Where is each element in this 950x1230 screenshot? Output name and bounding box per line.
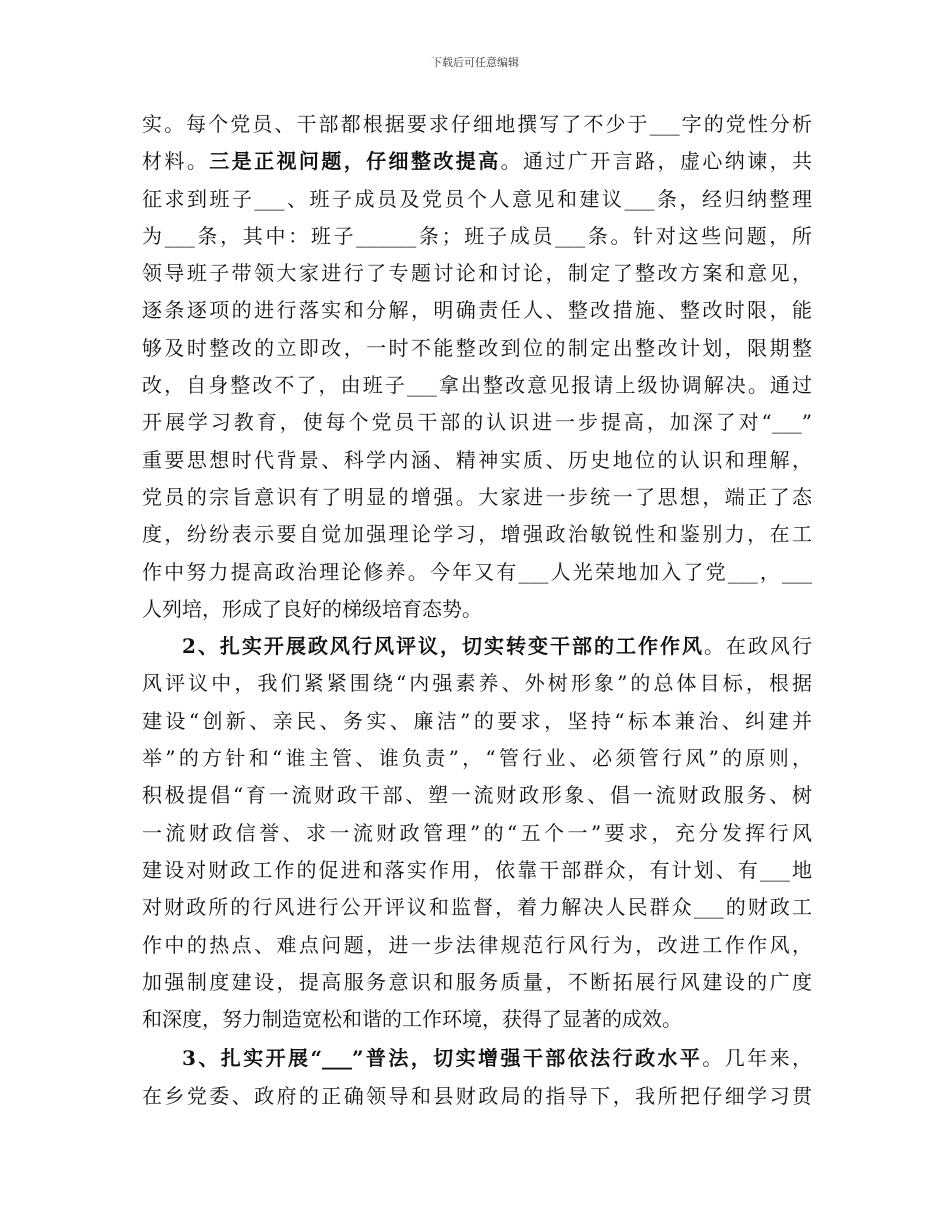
paragraph-line — [142, 665, 812, 702]
line-text: 风评议中，我们紧紧围绕“内强素养、外树形象”的总体目标，根据 — [142, 671, 812, 696]
paragraph-line — [142, 1078, 812, 1115]
paragraph-line — [142, 889, 812, 926]
paragraph-line — [142, 554, 812, 591]
line-text: 度，纷纷表示要自觉加强理论学习，增强政治敏锐性和鉴别力，在工 — [142, 522, 812, 547]
paragraph-line — [142, 1001, 812, 1038]
section-3-heading: 3、扎实开展“___”普法，切实增强干部依法行政水平 — [182, 1046, 703, 1071]
line-text: 领导班子带领大家进行了专题讨论和讨论，制定了整改方案和意见， — [142, 261, 812, 286]
line-text: 逐条逐项的进行落实和分解，明确责任人、整改措施、整改时限，能 — [142, 298, 812, 323]
line-text: 。几年来， — [702, 1046, 812, 1071]
line-text: 建设“创新、亲民、务实、廉洁”的要求，坚持“标本兼治、纠建并 — [142, 708, 812, 733]
section-heading-line — [142, 628, 812, 665]
paragraph-line — [142, 106, 812, 143]
paragraph-line — [142, 181, 812, 218]
paragraph-line — [142, 479, 812, 516]
line-text: 实。每个党员、干部都根据要求仔细地撰写了不少于___字的党性分析 — [142, 112, 812, 136]
line-text: 开展学习教育，使每个党员干部的认识进一步提高，加深了对“___” — [142, 410, 812, 435]
line-text: 积极提倡“育一流财政干部、塑一流财政形象、倡一流财政服务、树 — [142, 783, 812, 808]
paragraph-line — [142, 815, 812, 852]
paragraph-line — [142, 927, 812, 964]
paragraph-line — [142, 143, 812, 180]
section-2-heading: 2、扎实开展政风行风评议，切实转变干部的工作作风 — [182, 634, 704, 659]
line-text: 作中的热点、难点问题，进一步法律规范行风行为，改进工作作风， — [142, 932, 812, 957]
line-text: 和深度，努力制造宽松和谐的工作环境，获得了显著的成效。 — [142, 1007, 682, 1032]
page-header: 下载后可任意编辑 — [431, 56, 519, 69]
paragraph-line — [142, 255, 812, 292]
paragraph-line — [142, 740, 812, 777]
line-text: 征求到班子___、班子成员及党员个人意见和建议___条，经归纳整理 — [142, 186, 812, 211]
paragraph-line — [142, 404, 812, 441]
paragraph-line — [142, 516, 812, 553]
line-text: 一流财政信誉、求一流财政管理”的“五个一”要求，充分发挥行风 — [142, 820, 812, 845]
paragraph-line — [142, 218, 812, 255]
line-text: 改，自身整改不了，由班子___拿出整改意见报请上级协调解决。通过 — [142, 373, 812, 398]
line-text: 。通过广开言路，虚心纳谏，共 — [500, 149, 813, 174]
paragraph-line — [142, 330, 812, 367]
line-text: 材料。 — [142, 149, 210, 174]
section-heading-line — [142, 1040, 812, 1077]
line-text: 为___条，其中：班子______条；班子成员___条。针对这些问题，所 — [142, 223, 812, 248]
line-text: 举”的方针和“谁主管、谁负责”，“管行业、必须管行风”的原则， — [142, 746, 812, 771]
line-text: 。在政风行 — [703, 634, 812, 659]
paragraph-line — [142, 964, 812, 1001]
paragraph-line — [142, 777, 812, 814]
line-text: 人列培，形成了良好的梯级培育态势。 — [142, 596, 482, 621]
paragraph-line — [142, 367, 812, 404]
line-text: 建设对财政工作的促进和落实作用，依靠干部群众，有计划、有___地 — [142, 857, 812, 882]
line-text: 作中努力提高政治理论修养。今年又有___人光荣地加入了党___，___ — [142, 559, 812, 584]
line-text: 对财政所的行风进行公开评议和监督，着力解决人民群众___的财政工 — [142, 895, 812, 920]
bold-heading-text: 三是正视问题，仔细整改提高 — [209, 149, 501, 174]
line-text: 在乡党委、政府的正确领导和县财政局的指导下，我所把仔细学习贯 — [142, 1083, 812, 1108]
paragraph-line — [142, 703, 812, 740]
line-text: 加强制度建设，提高服务意识和服务质量，不断拓展行风建设的广度 — [142, 969, 812, 994]
line-text: 够及时整改的立即改，一时不能整改到位的制定出整改计划，限期整 — [142, 335, 812, 360]
document-body — [142, 106, 812, 1115]
paragraph-line — [142, 852, 812, 889]
paragraph-line — [142, 442, 812, 479]
line-text: 重要思想时代背景、科学内涵、精神实质、历史地位的认识和理解， — [142, 447, 812, 472]
paragraph-line — [142, 292, 812, 329]
paragraph-line — [142, 591, 812, 628]
line-text: 党员的宗旨意识有了明显的增强。大家进一步统一了思想，端正了态 — [142, 484, 812, 509]
